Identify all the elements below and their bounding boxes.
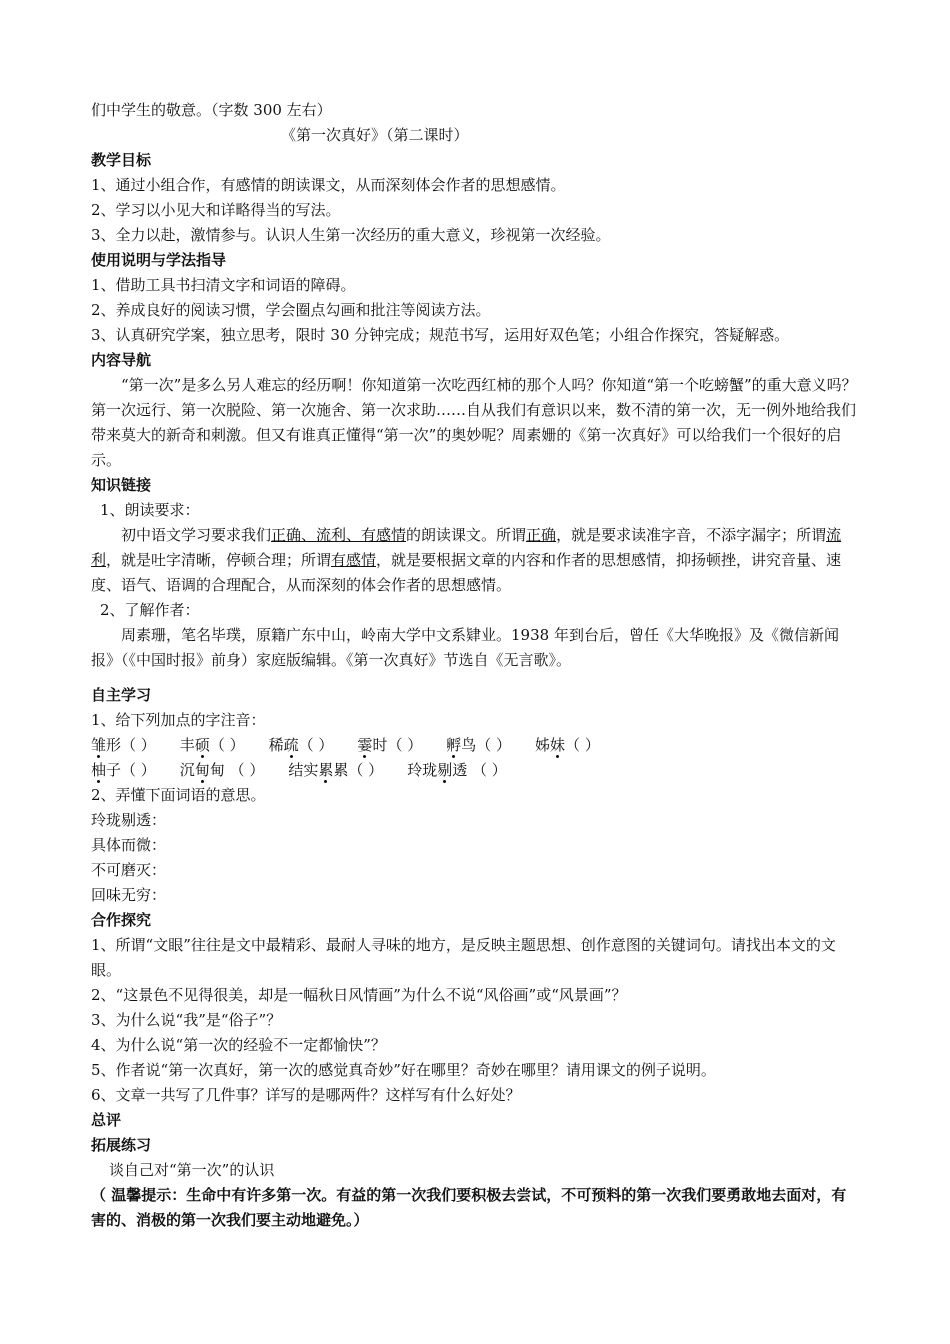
section-heading-coop: 合作探究 — [91, 911, 152, 929]
text-run: 的朗读课文。所谓 — [406, 526, 527, 544]
dotted-char: 雏 — [91, 736, 107, 754]
section-heading-usage: 使用说明与学法指导 — [91, 251, 227, 269]
usage-item: 2、养成良好的阅读习惯，学会圈点勾画和批注等阅读方法。 — [91, 301, 491, 319]
char-blank: （ ） — [565, 736, 600, 754]
word-item: 回味无穷： — [91, 886, 167, 904]
word-item: 不可磨灭： — [91, 861, 167, 879]
char-blank: 甸 （ ） — [209, 761, 265, 779]
pinyin-row — [91, 733, 861, 758]
char-plain: 玲珑 — [407, 761, 438, 779]
self-item-2: 2、弄懂下面词语的意思。 — [91, 786, 266, 804]
link-item-1: 1、朗读要求： — [100, 501, 200, 519]
ext-item: 谈自己对“第一次”的认识 — [109, 1161, 275, 1179]
pinyin-item — [446, 733, 511, 758]
char-plain: 丰 — [179, 736, 195, 754]
char-blank: （ ） — [209, 736, 245, 754]
author-paragraph — [91, 623, 861, 673]
goal-item: 3、全力以赴，激情参与。认识人生第一次经历的重大意义，珍视第一次经验。 — [91, 226, 611, 244]
nav-paragraph — [91, 373, 861, 473]
lesson-title: 《第一次真好》（第二课时） — [281, 126, 469, 144]
reading-requirements-paragraph — [91, 523, 861, 598]
text-run: ，就是要根据文章的内容和作者的思想感情，抑扬顿挫，讲究音量、速度、语气、语调的合理配合，从而深刻的体会作者的思想感情。 — [91, 551, 842, 594]
char-blank: 累（ ） — [333, 761, 384, 779]
goal-item: 1、通过小组合作，有感情的朗读课文，从而深刻体会作者的思想感情。 — [91, 176, 566, 194]
coop-item: 4、为什么说“第一次的经验不一定都愉快”？ — [91, 1036, 386, 1054]
underlined-term: 正确 — [526, 526, 557, 544]
char-plain: 结实 — [288, 761, 319, 779]
nav-paragraph-text: “第一次”是多么另人难忘的经历啊！你知道第一次吃西红柿的那个人吗？你知道“第一个吃螃蟹”的重大意义吗？第一次远行、第一次脱险、第一次施舍、第一次求助……自从我们有意识以来，数不清的第一次，无一例外地给我们带来莫大的新奇和刺激。但又有谁真正懂得“第一次”的奥妙呢？周素姗的《第一次真好》可以给我们一个很好的启示。 — [91, 376, 857, 469]
pinyin-item — [357, 733, 422, 758]
dotted-char: 柚 — [91, 761, 107, 779]
usage-item: 1、借助工具书扫清文字和词语的障碍。 — [91, 276, 356, 294]
text-run: ，就是吐字清晰，停顿合理；所谓 — [106, 551, 332, 569]
goal-item: 2、学习以小见大和详略得当的写法。 — [91, 201, 341, 219]
char-blank: 时（ ） — [372, 736, 423, 754]
dotted-char: 硕 — [194, 736, 210, 754]
char-blank: 子（ ） — [106, 761, 156, 779]
coop-item: 1、所谓“文眼”往往是文中最精彩、最耐人寻味的地方，是反映主题思想、创作意图的关键词句。请找出本文的文眼。 — [91, 936, 836, 979]
underlined-term: 正确、流利、有感情 — [271, 526, 407, 544]
document-page — [91, 98, 861, 1233]
char-blank: （ ） — [298, 736, 334, 754]
pinyin-item — [91, 733, 156, 758]
dotted-char: 剔 — [437, 761, 453, 779]
pinyin-row — [91, 758, 861, 783]
section-heading-link: 知识链接 — [91, 476, 152, 494]
pinyin-item — [91, 758, 156, 783]
section-heading-nav: 内容导航 — [91, 351, 152, 369]
dotted-char: 霎 — [357, 736, 373, 754]
coop-item: 6、文章一共写了几件事？详写的是哪两件？这样写有什么好处？ — [91, 1086, 521, 1104]
section-heading-goals: 教学目标 — [91, 151, 152, 169]
dotted-char: 累 — [318, 761, 334, 779]
char-blank: 鸟（ ） — [461, 736, 512, 754]
usage-item: 3、认真研究学案，独立思考，限时 30 分钟完成；规范书写，运用好双色笔；小组合作探究，答疑解惑。 — [91, 326, 790, 344]
underlined-term: 有感情 — [331, 551, 377, 569]
author-paragraph-text: 周素珊，笔名毕璞，原籍广东中山，岭南大学中文系肄业。1938 年到台后，曾任《大华晚报》及《微信新闻报》（《中国时报》前身）家庭版编辑。《第一次真好》节选自《无言歌》。 — [91, 626, 839, 669]
link-item-2: 2、了解作者： — [100, 601, 200, 619]
word-item: 具体而微： — [91, 836, 167, 854]
pinyin-item — [180, 758, 265, 783]
dotted-char: 疏 — [283, 736, 299, 754]
section-heading-review: 总评 — [91, 1111, 122, 1129]
char-plain: 稀 — [268, 736, 284, 754]
char-blank: 形（ ） — [106, 736, 156, 754]
coop-item: 3、为什么说“我”是“俗子”？ — [91, 1011, 282, 1029]
char-plain: 姊 — [535, 736, 551, 754]
dotted-char: 妹 — [550, 736, 566, 754]
underlined-term: 流利 — [91, 526, 842, 569]
text-line: 们中学生的敬意。（字数 300 左右） — [91, 101, 332, 119]
tip-note: （ 温馨提示：生命中有许多第一次。有益的第一次我们要积极去尝试，不可预料的第一次我们要勇敢地去面对，有害的、消极的第一次我们要主动地避免。） — [91, 1186, 847, 1229]
section-heading-self: 自主学习 — [91, 686, 152, 704]
pinyin-item — [269, 733, 334, 758]
coop-item: 5、作者说“第一次真好，第一次的感觉真奇妙”好在哪里？奇妙在哪里？请用课文的例子说明。 — [91, 1061, 716, 1079]
pinyin-item — [535, 733, 600, 758]
dotted-char: 甸 — [194, 761, 210, 779]
char-plain: 沉 — [179, 761, 195, 779]
self-item-1: 1、给下列加点的字注音： — [91, 711, 266, 729]
section-heading-ext: 拓展练习 — [91, 1136, 152, 1154]
text-run: ，就是要求读准字音，不添字漏字；所谓 — [556, 526, 827, 544]
char-blank: 透 （ ） — [452, 761, 507, 779]
text-run: 初中语文学习要求我们 — [121, 526, 272, 544]
pinyin-item — [407, 758, 507, 783]
pinyin-item — [288, 758, 383, 783]
word-item: 玲珑剔透： — [91, 811, 167, 829]
pinyin-item — [180, 733, 245, 758]
coop-item: 2、“这景色不见得很美，却是一幅秋日风情画”为什么不说“风俗画”或“风景画”？ — [91, 986, 627, 1004]
dotted-char: 孵 — [446, 736, 462, 754]
